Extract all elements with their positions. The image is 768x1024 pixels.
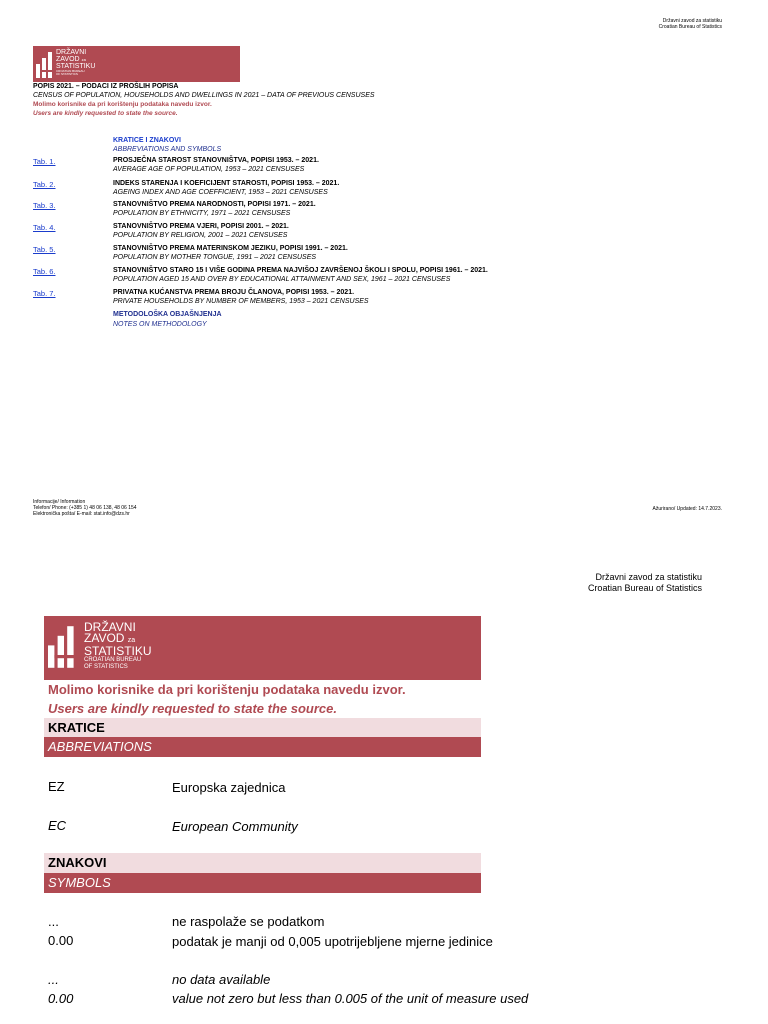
org-header-2 — [442, 572, 702, 594]
org-header — [522, 18, 722, 30]
org-name-hr: Državni zavod za statistiku — [662, 18, 722, 24]
logo-bars-icon — [48, 624, 80, 670]
methodology-link[interactable]: METODOLOŠKA OBJAŠNJENJA — [113, 311, 222, 318]
toc-title-en: PRIVATE HOUSEHOLDS BY NUMBER OF MEMBERS, 1953 – 2021 CENSUSES — [113, 298, 369, 305]
toc-title-hr: PRIVATNA KUĆANSTVA PREMA BROJU ČLANOVA, POPISI 1953. – 2021. — [113, 289, 355, 296]
doc-title-hr: POPIS 2021. – PODACI IZ PROŠLIH POPISA — [33, 83, 179, 90]
symbols-header: SYMBOLS — [44, 873, 481, 893]
tab-link[interactable]: Tab. 5. — [33, 245, 56, 254]
tab-link[interactable]: Tab. 6. — [33, 267, 56, 276]
source-note-en: Users are kindly requested to state the source. — [33, 110, 178, 117]
toc-title-hr: INDEKS STARENJA I KOEFICIJENT STAROSTI, POPISI 1953. – 2021. — [113, 180, 340, 187]
toc-title-en: POPULATION BY RELIGION, 2001 – 2021 CENSUSES — [113, 232, 288, 239]
symbol-desc: ne raspolaže se podatkom — [172, 914, 325, 929]
toc-title-hr: STANOVNIŠTVO PREMA VJERI, POPISI 2001. – 2021. — [113, 223, 289, 230]
tab-link[interactable]: Tab. 2. — [33, 180, 56, 189]
logo-line-3: STATISTIKU — [84, 644, 152, 658]
abbr-desc: Europska zajednica — [172, 780, 286, 795]
logo-line-2: ZAVOD — [56, 56, 80, 63]
updated-date: Ažurirano/ Updated: 14.7.2023. — [652, 506, 722, 512]
abbr-desc: European Community — [172, 819, 298, 834]
info-label: Informacije/ Information — [33, 499, 86, 505]
toc-title-hr: PROSJEČNA STAROST STANOVNIŠTVA, POPISI 1953. – 2021. — [113, 157, 319, 164]
toc-title-en: POPULATION BY MOTHER TONGUE, 1991 – 2021 CENSUSES — [113, 254, 317, 261]
info-email: Elektronička pošta/ E-mail: stat.info@dzs.hr — [33, 511, 130, 517]
org-name-en: Croatian Bureau of Statistics — [587, 583, 702, 593]
logo-line-2: ZAVOD — [84, 631, 125, 645]
info-phone: Telefon/ Phone: (+385 1) 48 06 138, 48 06 154 — [33, 505, 137, 511]
toc-title-hr: STANOVNIŠTVO PREMA NARODNOSTI, POPISI 1971. – 2021. — [113, 201, 316, 208]
logo-sub-2: OF STATISTICS — [84, 664, 128, 670]
symbol-code: ... — [48, 972, 59, 987]
abbreviations-link[interactable]: KRATICE I ZNAKOVI — [113, 137, 181, 144]
doc-title-en: CENSUS OF POPULATION, HOUSEHOLDS AND DWELLINGS IN 2021 – DATA OF PREVIOUS CENSUSES — [33, 92, 375, 99]
symbol-code: 0.00 — [48, 933, 74, 948]
tab-link[interactable]: Tab. 1. — [33, 157, 56, 166]
logo-sub-1: CROATIAN BUREAU — [84, 657, 142, 663]
abbr-code: EZ — [48, 779, 65, 794]
kratice-header: KRATICE — [44, 718, 481, 737]
toc-title-en: POPULATION AGED 15 AND OVER BY EDUCATIONAL ATTAINMENT AND SEX, 1961 – 2021 CENSUSES — [113, 276, 451, 283]
abbreviations-link-en: ABBREVIATIONS AND SYMBOLS — [113, 146, 222, 153]
toc-title-hr: STANOVNIŠTVO STARO 15 I VIŠE GODINA PREMA NAJVIŠOJ ZAVRŠENOJ ŠKOLI I SPOLU, POPISI 1961. – 2021. — [113, 267, 488, 274]
logo-sub-1: CROATIAN BUREAU — [56, 69, 85, 73]
toc-title-en: POPULATION BY ETHNICITY, 1971 – 2021 CENSUSES — [113, 210, 291, 217]
znakovi-header: ZNAKOVI — [44, 853, 481, 873]
abbr-code: EC — [48, 818, 67, 833]
toc-title-en: AVERAGE AGE OF POPULATION, 1953 – 2021 CENSUSES — [113, 166, 305, 173]
logo-sub-2: OF STATISTICS — [56, 72, 78, 76]
contact-info — [33, 499, 137, 517]
logo-line-3: STATISTIKU — [56, 63, 96, 70]
org-name-hr: Državni zavod za statistiku — [595, 572, 702, 582]
symbol-code: 0.00 — [48, 991, 74, 1006]
dzs-logo-large — [44, 616, 481, 680]
source-note-hr: Molimo korisnike da pri korištenju podataka navedu izvor. — [33, 101, 212, 108]
logo-bars-icon — [36, 52, 56, 78]
source-note-en-large: Users are kindly requested to state the source. — [48, 701, 337, 716]
toc-title-hr: STANOVNIŠTVO PREMA MATERINSKOM JEZIKU, POPISI 1991. – 2021. — [113, 245, 348, 252]
logo-za: za — [81, 57, 86, 62]
org-name-en: Croatian Bureau of Statistics — [658, 24, 722, 30]
symbol-desc: no data available — [172, 972, 271, 987]
logo-line-1: DRŽAVNI — [84, 620, 136, 634]
tab-link[interactable]: Tab. 4. — [33, 223, 56, 232]
source-note-hr-large: Molimo korisnike da pri korištenju podataka navedu izvor. — [48, 682, 406, 697]
abbreviations-header: ABBREVIATIONS — [44, 737, 481, 757]
logo-line-1: DRŽAVNI — [56, 49, 87, 56]
tab-link[interactable]: Tab. 7. — [33, 289, 56, 298]
methodology-link-en: NOTES ON METHODOLOGY — [113, 321, 207, 328]
symbol-desc: value not zero but less than 0.005 of the unit of measure used — [172, 991, 529, 1006]
symbol-code: ... — [48, 914, 59, 929]
dzs-logo — [33, 46, 240, 82]
logo-za: za — [127, 637, 136, 644]
tab-link[interactable]: Tab. 3. — [33, 201, 56, 210]
symbol-desc: podatak je manji od 0,005 upotrijebljene mjerne jedinice — [172, 934, 493, 949]
toc-title-en: AGEING INDEX AND AGE COEFFICIENT, 1953 – 2021 CENSUSES — [113, 189, 328, 196]
